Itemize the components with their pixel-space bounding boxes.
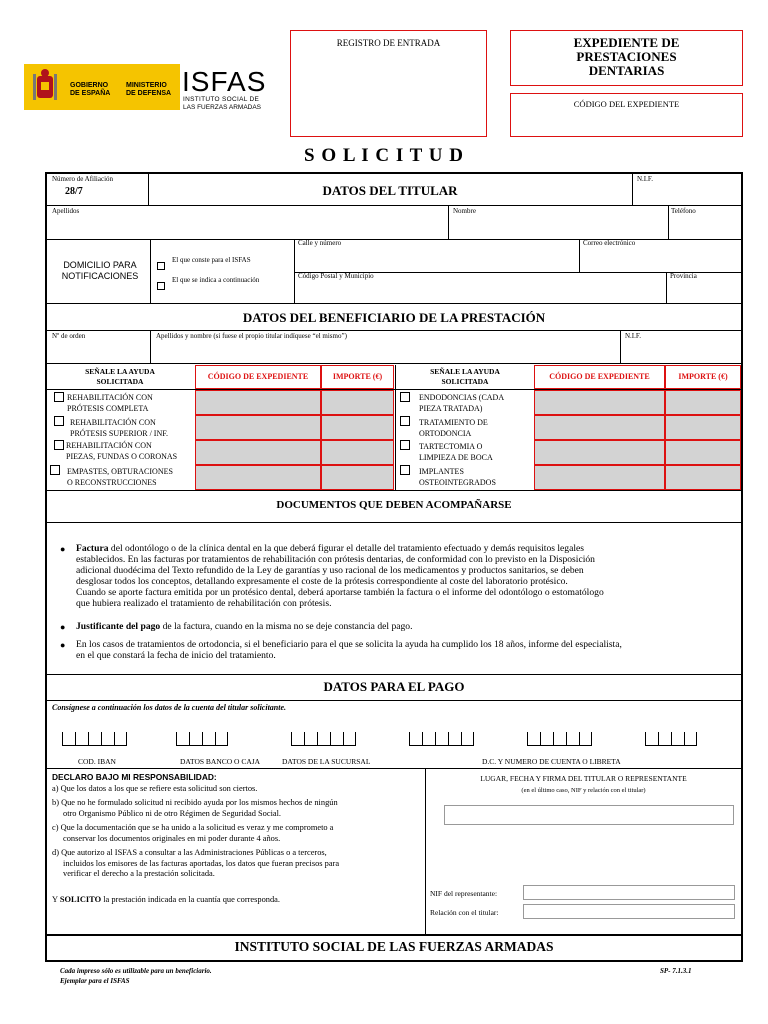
beneficiario-section-title: DATOS DEL BENEFICIARIO DE LA PRESTACIÓN <box>242 310 546 325</box>
ayuda-left-row-1[interactable]: REHABILITACIÓN CON PRÓTESIS COMPLETA <box>47 390 395 415</box>
beneficiario-nombre-label: Apellidos y nombre (si fuese el propio titular indíquese “el mismo”) <box>156 332 347 340</box>
importe-header-left: IMPORTE (€) <box>332 372 383 381</box>
bullet-icon: ● <box>60 640 66 650</box>
codigo-input[interactable] <box>195 390 321 415</box>
relacion-label: Relación con el titular: <box>430 908 499 917</box>
importe-header-right: IMPORTE (€) <box>678 372 728 381</box>
importe-input[interactable] <box>321 440 394 465</box>
isfas-sub1: INSTITUTO SOCIAL DE <box>183 96 260 103</box>
firma-sub: (en el último caso, NIF y relación con el titular) <box>521 787 646 794</box>
firma-box[interactable] <box>444 805 734 825</box>
ayuda-header-right: SEÑALE LA AYUDA SOLICITADA <box>430 367 500 386</box>
codigo-header-left: CÓDIGO DE EXPEDIENTE <box>207 372 309 381</box>
banco-boxes[interactable] <box>176 732 228 748</box>
declaro-block: DECLARO BAJO MI RESPONSABILIDAD: a) Que los datos a los que se refiere esta solicitud son ciertos. b) Que no he formulado solicitud ni recibido ayuda por los mismos hechos de ningún otro Organismo Público ni de otro Régimen de Seguridad Social. c) Que la documentación que se ha unido a la solicitud es veraz y me comprometo a conservar los documentos originales en mi poder durante 4 años. d) Que autorizo al ISFAS a consultar a las Administraciones Públicas o a terceros, incluidos los emisores de las facturas aportadas, los datos que fueran precisos para verificar el derecho a la prestación solicitada. Y SOLICITO la prestación indicada en la cuantía que corresponda. <box>52 772 420 905</box>
ayuda-left-row-4[interactable]: EMPASTES, OBTURACIONES O RECONSTRUCCIONES <box>47 465 395 490</box>
expediente-title-3: DENTARIAS <box>588 63 665 78</box>
expediente-box <box>510 30 743 86</box>
orden-label: Nº de orden <box>52 332 86 340</box>
doc-bullet-justificante: Justificante del pago de la factura, cuando en la misma no se deje constancia del pago. <box>76 621 413 632</box>
nif-rep-label: NIF del representante: <box>430 889 498 898</box>
importe-input[interactable] <box>665 440 741 465</box>
expediente-title-1: EXPEDIENTE DE <box>573 35 680 50</box>
checkbox[interactable] <box>400 416 410 426</box>
opt-isfas-checkbox[interactable] <box>157 257 165 275</box>
checkbox[interactable] <box>50 465 60 475</box>
codigo-expediente-box[interactable] <box>510 93 743 137</box>
importe-input[interactable] <box>321 415 394 440</box>
importe-input[interactable] <box>665 415 741 440</box>
importe-input[interactable] <box>321 390 394 415</box>
bullet-icon: ● <box>60 544 66 554</box>
provincia-label: Provincia <box>670 272 697 280</box>
ministry-label: MINISTERIO DE DEFENSA <box>126 82 172 97</box>
relacion-input[interactable] <box>523 904 735 919</box>
importe-input[interactable] <box>665 390 741 415</box>
cp-label: Código Postal y Municipio <box>298 272 374 280</box>
importe-input[interactable] <box>665 465 741 490</box>
apellidos-row[interactable] <box>47 206 741 240</box>
ayuda-left-row-3[interactable]: REHABILITACIÓN CON PIEZAS, FUNDAS O CORONAS <box>47 440 395 465</box>
cuenta-boxes-2[interactable] <box>645 732 697 748</box>
dc-boxes[interactable] <box>409 732 474 748</box>
footer-institute: INSTITUTO SOCIAL DE LAS FUERZAS ARMADAS <box>234 939 554 954</box>
ayuda-right-row-3[interactable]: TARTECTOMIA O LIMPIEZA DE BOCA <box>396 440 741 465</box>
afiliacion-value[interactable]: 28/7 <box>65 186 83 197</box>
codigo-header-right: CÓDIGO DE EXPEDIENTE <box>549 372 650 381</box>
ayudas-table <box>47 365 741 490</box>
dc-label: D.C. Y NUMERO DE CUENTA O LIBRETA <box>482 757 621 766</box>
pago-section-title: DATOS PARA EL PAGO <box>323 679 465 694</box>
doc-bullet-ortodoncia: En los casos de tratamientos de ortodoncia, si el beneficiario para el que se solicita la ayuda ha cumplido los 18 años, informe del especialista, en el que constará la fecha de inicio del tratamiento. <box>76 639 622 661</box>
beneficiario-nif-label: N.I.F. <box>625 332 641 340</box>
registro-label: REGISTRO DE ENTRADA <box>336 38 441 48</box>
footer-note-1: Cada impreso sólo es utilizable para un beneficiario. <box>60 967 212 975</box>
domicilio-label: DOMICILIO PARA NOTIFICACIONES <box>61 260 139 281</box>
titular-section-title: DATOS DEL TITULAR <box>322 183 458 198</box>
codigo-input[interactable] <box>195 440 321 465</box>
footer-note-2: Ejemplar para el ISFAS <box>60 977 130 985</box>
checkbox[interactable] <box>54 440 64 450</box>
gov-spain-label: GOBIERNO DE ESPAÑA <box>70 82 111 97</box>
opt-continuacion-checkbox[interactable] <box>157 277 165 295</box>
codigo-expediente-label: CÓDIGO DEL EXPEDIENTE <box>573 99 680 109</box>
iban-label: COD. IBAN <box>78 757 116 766</box>
doc-bullet-factura: Factura del odontólogo o de la clínica dental en la que deberá figurar el detalle del tratamiento efectuado y demás requisitos legales establecidos. En las facturas por tratamientos de rehabilitación con prótesis dentarias, de conformidad con lo previsto en la Disposición adicional duodécima del Texto refundido de la Ley de garantías y uso racional de los medicamentos y productos sanitarios, se deben desglosar todos los conceptos, detallando expresamente el coste de la prótesis correspondiente al coste del laboratorio protésico. Cuando se aporte factura emitida por un protésico dental, deberá aportarse también la factura o el informe del odontólogo o estomatólogo que hubiera realizado el tratamiento de rehabilitación con prótesis. <box>76 543 604 609</box>
opt-continuacion-label: El que se indica a continuación <box>172 276 260 284</box>
importe-input[interactable] <box>321 465 394 490</box>
checkbox[interactable] <box>54 392 64 402</box>
codigo-input[interactable] <box>534 465 665 490</box>
checkbox[interactable] <box>400 440 410 450</box>
declaro-title: DECLARO BAJO MI RESPONSABILIDAD: <box>52 772 217 782</box>
bullet-icon: ● <box>60 622 66 632</box>
documentos-section-title: DOCUMENTOS QUE DEBEN ACOMPAÑARSE <box>276 499 512 511</box>
sucursal-boxes[interactable] <box>291 732 356 748</box>
ayuda-header-left: SEÑALE LA AYUDA SOLICITADA <box>85 367 155 386</box>
registro-box[interactable] <box>290 30 487 137</box>
codigo-input[interactable] <box>534 390 665 415</box>
firma-title: LUGAR, FECHA Y FIRMA DEL TITULAR O REPRESENTANTE <box>480 774 687 783</box>
checkbox[interactable] <box>400 392 410 402</box>
page-title: S O L I C I T U D <box>304 145 464 166</box>
nif-rep-input[interactable] <box>523 885 735 900</box>
codigo-input[interactable] <box>195 465 321 490</box>
codigo-input[interactable] <box>534 440 665 465</box>
codigo-input[interactable] <box>534 415 665 440</box>
nombre-label: Nombre <box>453 207 476 215</box>
ayuda-right-row-2[interactable]: TRATAMIENTO DE ORTODONCIA <box>396 415 741 440</box>
calle-label: Calle y número <box>298 239 342 247</box>
iban-boxes[interactable] <box>62 732 127 748</box>
expediente-title-2: PRESTACIONES <box>576 49 677 64</box>
banco-label: DATOS BANCO O CAJA <box>180 757 261 766</box>
codigo-input[interactable] <box>195 415 321 440</box>
isfas-logo: ISFAS <box>182 66 267 97</box>
opt-isfas-label: El que conste para el ISFAS <box>172 256 251 264</box>
cuenta-boxes-1[interactable] <box>527 732 592 748</box>
correo-label: Correo electrónico <box>583 239 636 247</box>
isfas-sub2: LAS FUERZAS ARMADAS <box>183 104 262 111</box>
pago-instr: Consígnese a continuación los datos de la cuenta del titular solicitante. <box>52 703 287 712</box>
ayuda-right-row-1[interactable]: ENDODONCIAS (CADA PIEZA TRATADA) <box>396 390 741 415</box>
ayuda-right-row-4[interactable]: IMPLANTES OSTEOINTEGRADOS <box>396 465 741 490</box>
checkbox[interactable] <box>400 465 410 475</box>
titular-nif-label: N.I.F. <box>637 175 653 183</box>
footer-code: SP- 7.1.3.1 <box>660 967 692 975</box>
telefono-label: Teléfono <box>671 207 696 215</box>
ayuda-left-row-2[interactable]: REHABILITACIÓN CON PRÓTESIS SUPERIOR / INF. <box>47 415 395 440</box>
afiliacion-label: Número de Afiliación <box>52 175 114 183</box>
coat-of-arms-icon <box>30 68 60 106</box>
apellidos-label: Apellidos <box>52 207 80 215</box>
checkbox[interactable] <box>54 416 64 426</box>
sucursal-label: DATOS DE LA SUCURSAL <box>282 757 371 766</box>
